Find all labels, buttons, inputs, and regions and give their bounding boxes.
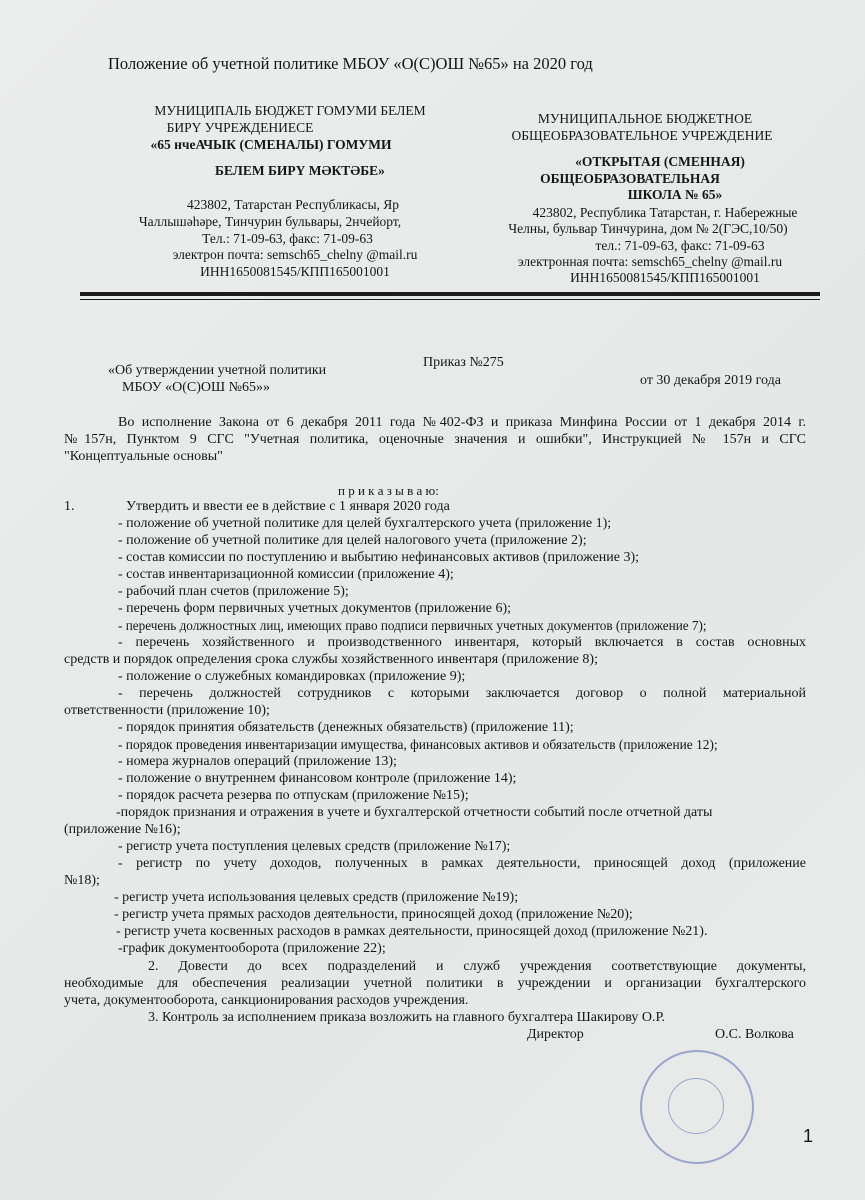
list-item: - положение об учетной политике для целей налогового учета (приложение 2); — [118, 533, 587, 548]
header-left-line: электрон почта: semsch65_chelny @mail.ru — [172, 247, 418, 262]
list-item: - порядок расчета резерва по отпускам (приложение №15); — [118, 788, 469, 803]
preamble-line: Во исполнение Закона от 6 декабря 2011 года №402-ФЗ и приказа Минфина России от 1 декабря 2014 г. — [118, 415, 806, 430]
order-number: Приказ №275 — [423, 355, 504, 370]
order-date: от 30 декабря 2019 года — [640, 373, 781, 388]
list-item: - состав инвентаризационной комиссии (приложение 4); — [118, 567, 454, 582]
list-item: -график документооборота (приложение 22); — [118, 941, 386, 956]
item2-line: 2. Довести до всех подразделений и служб учреждения соответствующие документы, — [148, 959, 806, 974]
header-right-line: Челны, бульвар Тинчурина, дом № 2(ГЭС,10/50) — [508, 221, 788, 236]
list-item: средств и порядок определения срока службы хозяйственного инвентаря (приложение 8); — [64, 652, 598, 667]
header-left-line: БЕЛЕМ БИРҮ МӘКТӘБЕ» — [215, 163, 385, 178]
header-right-line: ШКОЛА № 65» — [627, 187, 723, 202]
item-text: Утвердить и ввести ее в действие с 1 января 2020 года — [126, 499, 450, 514]
item3-line: 3. Контроль за исполнением приказа возложить на главного бухгалтера Шакирову О.Р. — [148, 1010, 666, 1025]
item2-line: учета, документооборота, санкционирования расходов учреждения. — [64, 993, 469, 1008]
header-right-line: электронная почта: semsch65_chelny @mail.ru — [517, 254, 783, 269]
list-item: (приложение №16); — [64, 822, 181, 837]
list-item: - перечень должностей сотрудников с которыми заключается договор о полной материальной — [118, 686, 806, 701]
header-right-line: ОБЩЕОБРАЗОВАТЕЛЬНОЕ УЧРЕЖДЕНИЕ — [511, 128, 773, 143]
header-right-line: тел.: 71-09-63, факс: 71-09-63 — [595, 238, 765, 253]
list-item: №18); — [64, 873, 100, 888]
list-item: - состав комиссии по поступлению и выбытию нефинансовых активов (приложение 3); — [118, 550, 640, 565]
header-divider-thick — [80, 292, 820, 296]
list-item: - перечень форм первичных учетных документов (приложение 6); — [118, 601, 511, 616]
header-left-line: ИНН1650081545/КПП165001001 — [200, 264, 390, 279]
header-right-line: ОБЩЕОБРАЗОВАТЕЛЬНАЯ — [540, 171, 720, 186]
header-right-line: 423802, Республика Татарстан, г. Набережные — [532, 205, 798, 220]
item2-line: необходимые для обеспечения реализации учетной политики в учреждении и организации бухгалтерского — [64, 976, 806, 991]
header-left-line: 423802, Татарстан Республикасы, Яр — [186, 197, 400, 212]
header-left-line: Тел.: 71-09-63, факс: 71-09-63 — [202, 231, 373, 246]
header-left-line: БИРҮ УЧРЕЖДЕНИЕСЕ — [166, 120, 314, 135]
list-item: - регистр учета поступления целевых средств (приложение №17); — [118, 839, 511, 854]
list-item: - рабочий план счетов (приложение 5); — [118, 584, 349, 599]
header-left-line: Чаллышәһәре, Тинчурин бульвары, 2нчейорт, — [138, 214, 402, 229]
preamble-line: "Концептуальные основы" — [64, 449, 223, 464]
list-item: - положение об учетной политике для целей бухгалтерского учета (приложение 1); — [118, 516, 612, 531]
list-item: - порядок проведения инвентаризации имущества, финансовых активов и обязательств (приложение 12); — [118, 737, 718, 752]
header-left-line: МУНИЦИПАЛЬ БЮДЖЕТ ГОМУМИ БЕЛЕМ — [154, 103, 426, 118]
list-item: - регистр учета прямых расходов деятельности, приносящей доход (приложение №20); — [114, 907, 633, 922]
official-stamp — [640, 1050, 754, 1164]
list-item: - регистр учета использования целевых средств (приложение №19); — [114, 890, 519, 905]
header-left-line: «65 нчеАЧЫК (СМЕНАЛЫ) ГОМУМИ — [150, 137, 392, 152]
list-item: - регистр по учету доходов, полученных в рамках деятельности, приносящей доход (приложение — [118, 856, 806, 871]
list-item: - перечень хозяйственного и производственного инвентаря, который включается в состав основных — [118, 635, 806, 650]
list-item: -порядок признания и отражения в учете и бухгалтерской отчетности событий после отчетной даты — [116, 805, 713, 820]
list-item: ответственности (приложение 10); — [64, 703, 270, 718]
list-item: - перечень должностных лиц, имеющих право подписи первичных учетных документов (приложение 7); — [118, 618, 707, 633]
header-right-line: ИНН1650081545/КПП165001001 — [570, 270, 760, 285]
list-item: - регистр учета косвенных расходов в рамках деятельности, приносящей доход (приложение №21). — [116, 924, 708, 939]
document-title: Положение об учетной политике МБОУ «О(С)ОШ №65» на 2020 год — [108, 54, 593, 73]
list-item: - положение о служебных командировках (приложение 9); — [118, 669, 466, 684]
item-number: 1. — [64, 499, 75, 514]
prikazyvayu: п р и к а з ы в а ю: — [338, 483, 439, 498]
list-item: - номера журналов операций (приложение 13); — [118, 754, 397, 769]
header-right-line: «ОТКРЫТАЯ (СМЕННАЯ) — [575, 154, 745, 169]
order-subject: «Об утверждении учетной политики — [108, 363, 327, 378]
signature-role: Директор — [527, 1027, 584, 1042]
page-number: 1 — [802, 1126, 813, 1146]
list-item: - порядок принятия обязательств (денежных обязательств) (приложение 11); — [118, 720, 574, 735]
header-divider-thin — [80, 299, 820, 300]
signature-name: О.С. Волкова — [715, 1027, 794, 1042]
list-item: - положение о внутреннем финансовом контроле (приложение 14); — [118, 771, 517, 786]
order-subject: МБОУ «О(С)ОШ №65»» — [122, 380, 270, 395]
preamble-line: №157н, Пунктом 9 СГС "Учетная политика, оценочные значения и ошибки", Инструкцией № 157н и СГС — [64, 432, 806, 447]
header-right-line: МУНИЦИПАЛЬНОЕ БЮДЖЕТНОЕ — [537, 111, 753, 126]
